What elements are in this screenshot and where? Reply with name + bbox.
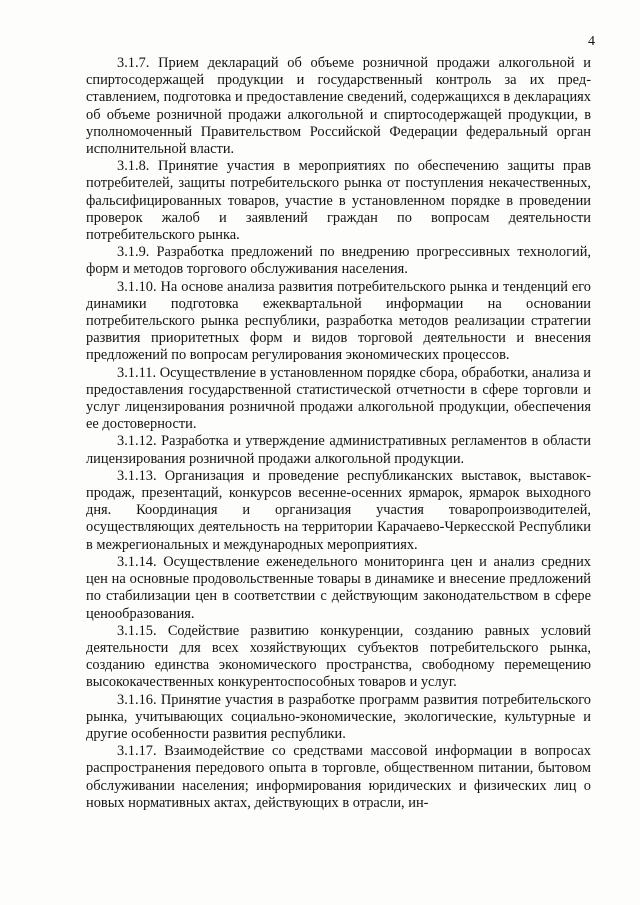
page-number: 4 xyxy=(588,34,595,49)
paragraph-3-1-16: 3.1.16. Принятие участия в разработке программ развития потребительского рынка, учитывающих социально-экономические, экологические, культурные и другие особенности развития республики. xyxy=(86,691,591,742)
document-body xyxy=(86,55,591,812)
paragraph-3-1-15: 3.1.15. Содействие развитию конкуренции, созданию равных условий деятельности для всех хозяйствующих субъектов потребительского рынка, созданию единства экономического пространства, свободному перемещению высококачественных конкурентоспособных товаров и услуг. xyxy=(86,622,591,691)
paragraph-3-1-17: 3.1.17. Взаимодействие со средствами массовой информации в вопросах распространения передового опыта в торговле, общественном питании, бытовом обслуживании населения; информирования юридических и физических лиц о новых нормативных актах, действующих в отрасли, ин- xyxy=(86,743,591,811)
paragraph-3-1-13: 3.1.13. Организация и проведение республиканских выставок, выставок-продаж, презентаций, конкурсов весенне-осенних ярмарок, ярмарок выходного дня. Координация и организация участия товаропроизводителей, осуществляющих деятельность на территории Карачаево-Черкесской Республики в межрегиональных и международных мероприятиях. xyxy=(86,467,591,553)
paragraph-3-1-10: 3.1.10. На основе анализа развития потребительского рынка и тенденций его динамики подготовка ежеквартальной информации на основании потребительского рынка республики, разработка методов реализации стратегии развития приоритетных форм и видов торговой деятельности и внесения предложений по вопросам регулирования экономических процессов. xyxy=(86,278,591,364)
paragraph-3-1-12: 3.1.12. Разработка и утверждение административных регламентов в области лицензирования розничной продажи алкогольной продукции. xyxy=(86,433,591,467)
paragraph-3-1-7: 3.1.7. Прием деклараций об объеме розничной продажи алкогольной и спиртосодержащей продукции и государственный контроль за их представлением, подготовка и предоставление сведений, содержащихся в декларациях об объеме розничной продажи алкогольной и спиртосодержащей продукции, в уполномоченный Правительством Российской Федерации федеральный орган исполнительной власти. xyxy=(86,55,591,158)
paragraph-3-1-8: 3.1.8. Принятие участия в мероприятиях по обеспечению защиты прав потребителей, защиты потребительского рынка от поступления некачественных, фальсифицированных товаров, участие в установленном порядке в проведении проверок жалоб и заявлений граждан по вопросам деятельности потребительского рынка. xyxy=(86,158,591,244)
paragraph-3-1-14: 3.1.14. Осуществление еженедельного мониторинга цен и анализ средних цен на основные продовольственные товары в динамике и внесение предложений по стабилизации цен в соответствии с действующим законодательством в сфере ценообразования. xyxy=(86,553,591,622)
paragraph-3-1-9: 3.1.9. Разработка предложений по внедрению прогрессивных технологий, форм и методов торгового обслуживания населения. xyxy=(86,244,591,278)
paragraph-3-1-11: 3.1.11. Осуществление в установленном порядке сбора, обработки, анализа и предоставления государственной статистической отчетности в сфере торговли и услуг лицензирования розничной продажи алкогольной продукции, обеспечения ее достоверности. xyxy=(86,364,591,433)
